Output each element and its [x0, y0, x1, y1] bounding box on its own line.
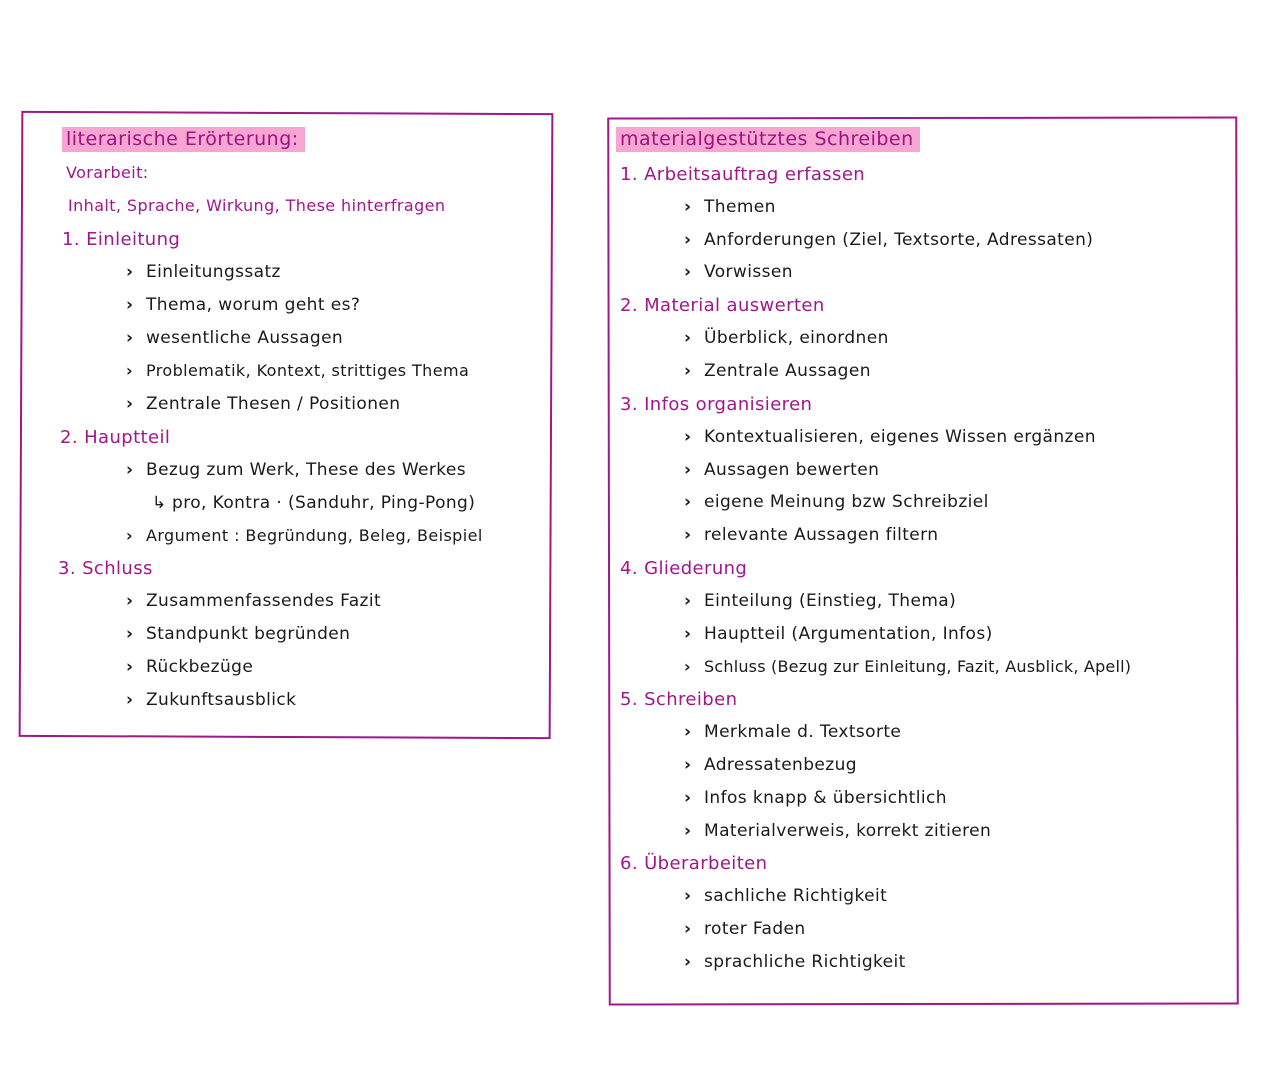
- vorarbeit-text: Inhalt, Sprache, Wirkung, These hinterfragen: [68, 196, 446, 215]
- list-item: › Infos knapp & übersichtlich: [684, 788, 947, 808]
- list-sub-item: [152, 493, 475, 513]
- list-item: › sachliche Richtigkeit: [684, 886, 887, 906]
- list-item: › Zukunftsausblick: [126, 690, 296, 710]
- list-sub-item-text: pro, Kontra · (Sanduhr, Ping-Pong): [172, 493, 476, 513]
- list-item: › Problematik, Kontext, strittiges Thema: [126, 361, 469, 380]
- list-item: › Anforderungen (Ziel, Textsorte, Adressaten): [684, 230, 1093, 250]
- list-item: › eigene Meinung bzw Schreibziel: [684, 492, 989, 512]
- list-item: › Standpunkt begründen: [126, 624, 350, 644]
- list-item: › Zentrale Aussagen: [684, 361, 871, 381]
- list-item: › Argument : Begründung, Beleg, Beispiel: [126, 526, 483, 545]
- sub-arrow-icon: ↳: [152, 493, 167, 513]
- right-section-heading: 6. Überarbeiten: [620, 853, 768, 874]
- vorarbeit-label: Vorarbeit:: [66, 163, 149, 182]
- list-item: › Einleitungssatz: [126, 262, 281, 282]
- left-section-heading: 2. Hauptteil: [60, 427, 171, 448]
- list-item: › Bezug zum Werk, These des Werkes: [126, 460, 466, 480]
- right-section-heading: 1. Arbeitsauftrag erfassen: [620, 164, 866, 185]
- left-section-heading: 3. Schluss: [58, 558, 153, 579]
- list-item: › Materialverweis, korrekt zitieren: [684, 821, 991, 841]
- right-section-heading: 3. Infos organisieren: [620, 394, 813, 415]
- list-item: › roter Faden: [684, 919, 806, 939]
- list-item: › Rückbezüge: [126, 657, 253, 677]
- list-item: › Merkmale d. Textsorte: [684, 722, 901, 742]
- right-section-heading: 4. Gliederung: [620, 558, 748, 579]
- list-item: › sprachliche Richtigkeit: [684, 952, 906, 972]
- list-item: › relevante Aussagen filtern: [684, 525, 938, 545]
- list-item: › Themen: [684, 197, 776, 217]
- literary-essay-title: literarische Erörterung:: [62, 127, 305, 152]
- list-item: › Adressatenbezug: [684, 755, 857, 775]
- right-section-heading: 2. Material auswerten: [620, 295, 825, 316]
- list-item: › Kontextualisieren, eigenes Wissen ergänzen: [684, 427, 1096, 447]
- list-item: › Thema, worum geht es?: [126, 295, 360, 315]
- list-item: › Überblick, einordnen: [684, 328, 889, 348]
- list-item: › wesentliche Aussagen: [126, 328, 343, 348]
- right-section-heading: 5. Schreiben: [620, 689, 738, 710]
- list-item: › Zusammenfassendes Fazit: [126, 591, 381, 611]
- list-item: › Einteilung (Einstieg, Thema): [684, 591, 956, 611]
- list-item: › Schluss (Bezug zur Einleitung, Fazit, Ausblick, Apell): [684, 657, 1131, 676]
- material-writing-title: materialgestütztes Schreiben: [616, 127, 920, 152]
- list-item: › Aussagen bewerten: [684, 460, 879, 480]
- list-item: › Hauptteil (Argumentation, Infos): [684, 624, 993, 644]
- left-section-heading: 1. Einleitung: [62, 229, 181, 250]
- list-item: › Vorwissen: [684, 262, 793, 282]
- list-item: › Zentrale Thesen / Positionen: [126, 394, 400, 414]
